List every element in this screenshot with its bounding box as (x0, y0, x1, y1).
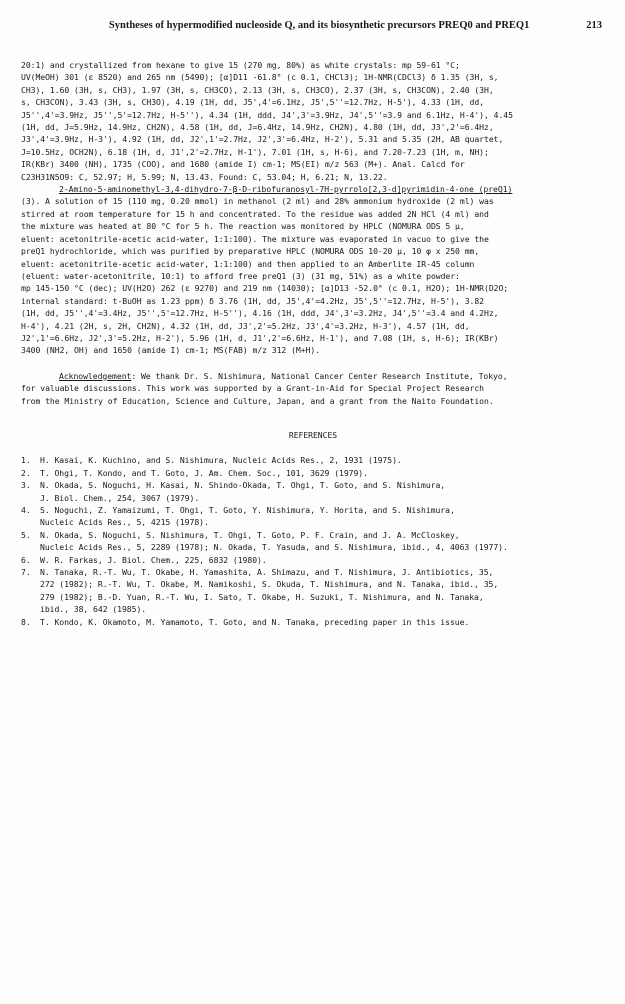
reference-line: N. Okada, S. Noguchi, H. Kasai, N. Shindo-Okada, T. Ohgi, T. Goto, and S. Nishimura, (40, 480, 446, 491)
compound-title: 2-Amino-5-aminomethyl-3,4-dihydro-7-β-D-ribofuranosyl-7H-pyrrolo[2,3-d]pyrimidin-4-one (preQ1) (59, 184, 513, 195)
reference-item (21, 529, 605, 554)
text-line: (1H, dd, J5'',4'=3.4Hz, J5'',5'=12.7Hz, H-5''), 4.16 (1H, ddd, J4',3'=3.2Hz, J4',5''=3.4 and 4.2Hz, (21, 308, 499, 319)
text-line: H-4'), 4.21 (2H, s, 2H, CH2N), 4.32 (1H, dd, J3',2'=5.2Hz, J3',4'=3.2Hz, H-3'), 4.57 (1H, dd, (21, 320, 470, 331)
text-line: (3). A solution of 15 (110 mg, 0.20 mmol) in methanol (2 ml) and 28% ammonium hydroxide (2 ml) was (21, 196, 494, 207)
reference-line: 279 (1982); B.-D. Yuan, R.-T. Wu, I. Sato, T. Okabe, H. Suzuki, T. Nishimura, and N. Tanaka, (40, 591, 484, 602)
text-line: eluent: acetonitrile-acetic acid-water, 1:1:100) and then applied to an Amberlite IR-45 column (21, 258, 475, 269)
text-line: (1H, dd, J=5.9Hz, 14.9Hz, CH2N), 4.58 (1H, dd, J=6.4Hz, 14.9Hz, CH2N), 4.80 (1H, dd, J3',2'=6.4Hz, (21, 122, 494, 133)
text-line: J5'',4'=3.9Hz, J5'',5'=12.7Hz, H-5''), 4.34 (1H, ddd, J4',3'=3.9Hz, J4',5''=3.9 and 6.1Hz, H-4'), 4.45 (21, 109, 513, 120)
running-title: Syntheses of hypermodified nucleoside Q, and its biosynthetic precursors PREQ0 and PREQ1 (108, 20, 530, 31)
acknowledgement (21, 370, 605, 407)
reference-item (21, 616, 605, 628)
reference-item (21, 504, 605, 529)
reference-list (21, 454, 605, 628)
reference-number: 4. (21, 505, 31, 515)
text-line: 3400 (NH2, OH) and 1650 (amide I) cm-1; MS(FAB) m/z 312 (M+H). (21, 345, 321, 356)
experimental-paragraph-2 (21, 183, 605, 357)
reference-line: T. Kondo, K. Okamoto, M. Yamamoto, T. Goto, and N. Tanaka, preceding paper in this issue. (40, 616, 470, 627)
text-line: J2',1'=6.6Hz, J2',3'=5.2Hz, H-2'), 5.96 (1H, d, J1',2'=6.6Hz, H-1'), and 7.08 (1H, s, H-6); IR(KBr) (21, 332, 499, 343)
text-line: from the Ministry of Education, Science and Culture, Japan, and a grant from the Naito Foundation. (21, 395, 494, 406)
reference-item (21, 454, 605, 466)
text-line: the mixture was heated at 80 °C for 5 h. The reaction was monitored by HPLC (NOMURA ODS 5 μ, (21, 221, 465, 232)
reference-line: W. R. Farkas, J. Biol. Chem., 225, 6832 (1980). (40, 554, 267, 565)
text-line: internal standard: t-BuOH as 1.23 ppm) δ 3.76 (1H, dd, J5',4'=4.2Hz, J5',5''=12.7Hz, H-5'), 3.82 (21, 295, 484, 306)
page-number: 213 (586, 20, 602, 31)
reference-item (21, 554, 605, 566)
text-line: CH3), 1.60 (3H, s, CH3), 1.97 (3H, s, CH3CO), 2.13 (3H, s, CH3CO), 2.37 (3H, s, CH3CON), 2.40 (3H, (21, 84, 494, 95)
reference-line: J. Biol. Chem., 254, 3067 (1979). (40, 492, 200, 503)
reference-line: Nucleic Acids Res., 5, 4215 (1978). (40, 517, 209, 528)
reference-number: 2. (21, 467, 31, 478)
text-line: UV(MeOH) 301 (ε 8520) and 265 nm (5490); [α]D11 -61.8° (c 0.1, CHCl3); 1H-NMR(CDCl3) δ 1.35 (3H, s, (21, 72, 499, 83)
text-line: preQ1 hydrochloride, which was purified by preparative HPLC (NOMURA ODS 10-20 μ, 10 φ x 250 mm, (21, 246, 480, 257)
reference-line: T. Ohgi, T. Kondo, and T. Goto, J. Am. Chem. Soc., 101, 3629 (1979). (40, 467, 368, 478)
text-line: for valuable discussions. This work was supported by a Grant-in-Aid for Special Project Research (21, 383, 484, 394)
experimental-paragraph-1 (21, 59, 605, 183)
reference-number: 7. (21, 567, 31, 578)
text-line: (eluent: water-acetonitrile, 10:1) to afford free preQ1 (3) (31 mg, 51%) as a white powder: (21, 270, 460, 281)
reference-number: 5. (21, 529, 31, 540)
reference-number: 6. (21, 554, 31, 565)
reference-number: 3. (21, 480, 31, 491)
running-header (22, 20, 602, 31)
text-line: stirred at room temperature for 15 h and concentrated. To the residue was added 2N HCl (4 ml) and (21, 208, 489, 219)
text-line: mp 145-150 °C (dec); UV(H2O) 262 (ε 9270) and 219 nm (14030); [α]D13 -52.0° (c 0.1, H2O); 1H-NMR(D2O; (21, 283, 509, 294)
text-line: s, CH3CON), 3.43 (3H, s, CH3O), 4.19 (1H, dd, J5',4'=6.1Hz, J5',5''=12.7Hz, H-5'), 4.33 (1H, dd, (21, 97, 484, 108)
reference-line: 272 (1982); R.-T. Wu, T. Okabe, M. Namikoshi, S. Okuda, T. Nishimura, and N. Tanaka, ibid., 35, (40, 579, 499, 590)
reference-line: N. Tanaka, R.-T. Wu, T. Okabe, H. Yamashita, A. Shimazu, and T. Nishimura, J. Antibiotics, 35, (40, 567, 494, 578)
reference-item (21, 566, 605, 616)
reference-item (21, 467, 605, 479)
acknowledgement-label: Acknowledgement (59, 370, 132, 381)
reference-line: N. Okada, S. Noguchi, S. Nishimura, T. Ohgi, T. Goto, P. F. Crain, and J. A. McCloskey, (40, 529, 460, 540)
page-body (21, 59, 605, 628)
text-line: eluent: acetonitrile-acetic acid-water, 1:1:100). The mixture was evaporated in vacuo to give the (21, 233, 489, 244)
reference-line: Nucleic Acids Res., 5, 2289 (1978); N. Okada, T. Yasuda, and S. Nishimura, ibid., 4, 4063 (1977). (40, 542, 508, 553)
text-line: 20:1) and crystallized from hexane to give 15 (270 mg, 80%) as white crystals: mp 59-61 °C; (21, 60, 460, 70)
reference-line: H. Kasai, K. Kuchino, and S. Nishimura, Nucleic Acids Res., 2, 1931 (1975). (40, 455, 402, 466)
reference-item (21, 479, 605, 504)
references-heading: REFERENCES (288, 429, 338, 440)
reference-number: 1. (21, 455, 31, 466)
text-line: J3',4'=3.9Hz, H-3'), 4.92 (1H, dd, J2',1'=2.7Hz, J2',3'=6.4Hz, H-2'), 5.31 and 5.35 (2H, AB quartet, (21, 134, 504, 145)
reference-number: 8. (21, 616, 31, 627)
text-line: IR(KBr) 3400 (NH), 1735 (COO), and 1680 (amide I) cm-1; MS(EI) m/z 563 (M+). Anal. Calcd for (21, 159, 465, 170)
reference-line: S. Noguchi, Z. Yamaizumi, T. Ohgi, T. Goto, Y. Nishimura, Y. Horita, and S. Nishimura, (40, 505, 455, 515)
text-line: J=10.5Hz, OCH2N), 6.18 (1H, d, J1',2'=2.7Hz, H-1'), 7.01 (1H, s, H-6), and 7.20-7.23 (1H, m, NH); (21, 146, 489, 157)
text-line: C23H31N5O9: C, 52.97; H, 5.99; N, 13.43. Found: C, 53.04; H, 6.21; N, 13.22. (21, 171, 388, 182)
reference-line: ibid., 38, 642 (1985). (40, 604, 147, 615)
text-line: : We thank Dr. S. Nishimura, National Cancer Center Research Institute, Tokyo, (131, 370, 508, 381)
